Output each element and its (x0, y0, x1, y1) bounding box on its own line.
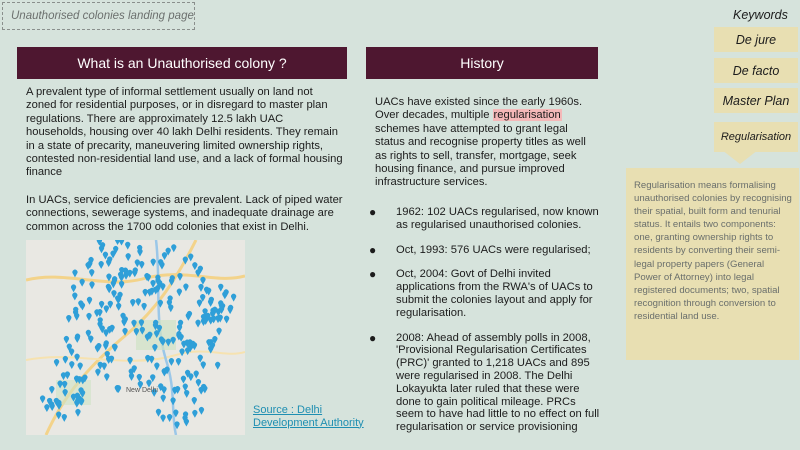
history-intro-text: UACs have existed since the early 1960s. Over decades, multiple (375, 96, 583, 122)
bullet-icon: ● (369, 330, 377, 345)
bullet-icon: ● (369, 205, 377, 219)
history-intro-text-end: schemes have attempted to grant legal status and recognise property titles as well as rights to sell, transfer, mortgage, seek housing finance, and pursue improved infrastructure services. (375, 122, 586, 189)
timeline-item (366, 206, 602, 232)
tooltip-pointer (722, 150, 758, 164)
map-canvas (26, 240, 245, 435)
timeline-item-text: Oct, 2004: Govt of Delhi invited applications from the RWA's of UACs to submit the colonies layout and apply for regularisation. (396, 268, 593, 319)
timeline-item (366, 332, 602, 434)
timeline-item-text: 1962: 102 UACs regularised, now known as regularised unauthorised colonies. (396, 206, 599, 231)
timeline-item (366, 268, 602, 319)
keyword-regularisation-button[interactable]: Regularisation (714, 122, 798, 152)
timeline-item-text: 2008: Ahead of assembly polls in 2008, 'Provisional Regularisation Certificates (PRC)' granted to 1,218 UACs and 895 were regularised in 2008. The Delhi Lokayukta later ruled that these were done to gain political mileage. PRCs seem to have had little to no effect on full regularisation or service provisioning (396, 331, 600, 434)
bullet-icon: ● (369, 242, 377, 257)
regularisation-highlight: regularisation (493, 109, 561, 122)
map-city-label: New Delhi (126, 387, 158, 394)
source-link[interactable]: Source : Delhi Development Authority (253, 404, 364, 429)
delhi-colonies-map[interactable] (26, 240, 245, 435)
keywords-title: Keywords (733, 8, 788, 22)
bullet-icon: ● (369, 267, 377, 282)
keyword-master-plan-button[interactable]: Master Plan (714, 88, 798, 113)
definition-paragraph: A prevalent type of informal settlement usually on land not zoned for residential purposes, or in disregard to master plan regulations. There are approximately 12.5 lakh UAC households, housing over 40 lakh Delhi residents. They remain in a state of precarity, maneuvering limited ownership rights, contested non-residential land use, and a lack of formal housing finance (26, 86, 343, 179)
timeline-item (366, 244, 602, 257)
history-intro (375, 96, 597, 190)
regularisation-tooltip: Regularisation means formalising unauthorised colonies by recognising their spatial, built form and tenurial status. It entails two components: one, granting ownership rights to residents by converting their semi-legal property papers (General Power of Attorney) into legal registered documents; two, spatial recognition through conversion to residential land use. (626, 168, 799, 360)
page-label: Unauthorised colonies landing page (2, 2, 195, 30)
keyword-de-facto-button[interactable]: De facto (714, 58, 798, 83)
history-timeline (366, 206, 602, 446)
service-deficiency-paragraph: In UACs, service deficiencies are prevalent. Lack of piped water connections, sewerage systems, and inadequate drainage are common across the 1700 odd colonies that exist in Delhi. (26, 194, 343, 233)
unauthorised-colony-header: What is an Unauthorised colony ? (17, 47, 347, 79)
timeline-item-text: Oct, 1993: 576 UACs were regularised; (396, 243, 591, 256)
history-header: History (366, 47, 598, 79)
keyword-de-jure-button[interactable]: De jure (714, 27, 798, 52)
